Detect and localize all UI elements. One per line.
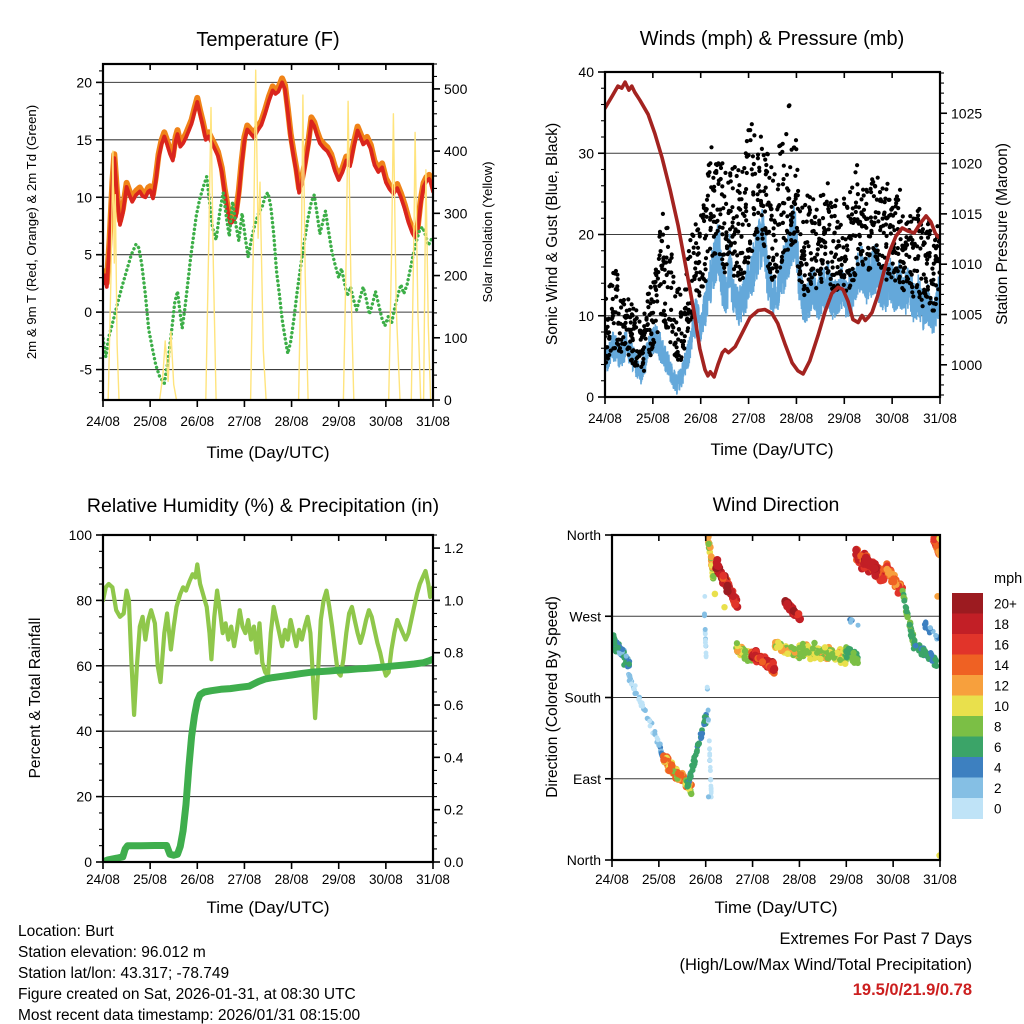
y-left-tick-label: 10 (76, 189, 92, 206)
x-tick-label: 28/08 (782, 872, 817, 887)
station-latlon: Station lat/lon: 43.317; -78.749 (18, 965, 230, 982)
colorbar-swatch (952, 634, 983, 655)
colorbar-swatch (952, 696, 983, 717)
y-right-tick-label: 0.0 (444, 854, 464, 870)
x-tick-label: 31/08 (416, 872, 450, 887)
y-left-tick-label: 40 (76, 723, 92, 740)
x-tick-label: 24/08 (86, 872, 120, 887)
y-left-tick-label: West (569, 608, 601, 625)
x-tick-label: 29/08 (321, 414, 356, 429)
colorbar-title: mph (994, 571, 1023, 587)
y-left-tick-label: 80 (76, 592, 92, 609)
x-tick-label: 29/08 (829, 872, 864, 887)
colorbar-swatch (952, 737, 983, 758)
x-axis-label: Time (Day/UTC) (710, 440, 834, 459)
y-left-tick-label: 100 (68, 527, 92, 543)
y-left-axis-label: Sonic Wind & Gust (Blue, Black) (544, 122, 561, 346)
x-tick-label: 27/08 (227, 872, 262, 887)
colorbar-swatch (952, 716, 983, 737)
colorbar-label: 2 (994, 780, 1002, 796)
chart-title: Winds (mph) & Pressure (mb) (639, 28, 905, 50)
y-right-tick-label: 0.2 (444, 801, 464, 818)
y-right-tick-label: 1020 (951, 155, 983, 172)
x-tick-label: 30/08 (876, 872, 911, 887)
x-tick-label: 31/08 (416, 414, 450, 429)
y-right-tick-label: 0.6 (444, 697, 464, 714)
colorbar-label: 0 (994, 801, 1002, 817)
colorbar-label: 12 (994, 678, 1010, 694)
y-right-tick-label: 500 (444, 80, 468, 97)
y-left-tick-label: North (566, 852, 601, 868)
y-left-tick-label: 0 (586, 389, 594, 405)
y-right-tick-label: 1010 (951, 256, 983, 273)
station-location: Location: Burt (18, 923, 114, 940)
x-tick-label: 24/08 (588, 411, 622, 426)
x-axis-label: Time (Day/UTC) (206, 898, 330, 917)
y-right-tick-label: 400 (444, 143, 468, 160)
y-left-tick-label: 40 (578, 64, 594, 80)
x-tick-label: 30/08 (368, 414, 403, 429)
y-right-tick-label: 200 (444, 267, 468, 284)
colorbar-swatch (952, 778, 983, 799)
colorbar-label: 16 (994, 637, 1010, 653)
x-axis-label: Time (Day/UTC) (206, 443, 330, 462)
x-tick-label: 25/08 (641, 872, 676, 887)
y-left-tick-label: North (566, 527, 601, 543)
y-left-tick-label: 20 (578, 226, 594, 243)
x-tick-label: 28/08 (274, 872, 309, 887)
x-tick-label: 26/08 (180, 872, 215, 887)
station-elevation: Station elevation: 96.012 m (18, 944, 206, 961)
x-tick-label: 29/08 (827, 411, 862, 426)
x-tick-label: 31/08 (923, 411, 957, 426)
x-tick-label: 27/08 (227, 414, 262, 429)
colorbar-swatch (952, 757, 983, 778)
chart-title: Relative Humidity (%) & Precipitation (in) (86, 495, 440, 517)
y-left-tick-label: 60 (76, 657, 92, 674)
chart-title: Temperature (F) (196, 29, 340, 51)
y-left-tick-label: -5 (79, 361, 92, 378)
y-left-axis-label: Direction (Colored By Speed) (544, 596, 561, 798)
extremes-values: 19.5/0/21.9/0.78 (852, 981, 972, 999)
y-left-tick-label: 0 (84, 304, 92, 321)
y-right-tick-label: 0.4 (444, 749, 464, 766)
colorbar-swatch (952, 614, 983, 635)
x-tick-label: 25/08 (635, 411, 670, 426)
y-right-tick-label: 0.8 (444, 644, 464, 661)
colorbar-label: 20+ (994, 596, 1017, 612)
y-right-tick-label: 1000 (951, 356, 983, 373)
y-left-tick-label: 20 (76, 74, 92, 91)
x-tick-label: 25/08 (133, 414, 168, 429)
x-tick-label: 27/08 (735, 872, 770, 887)
y-left-tick-label: 5 (84, 246, 92, 263)
y-right-tick-label: 300 (444, 205, 468, 222)
y-right-tick-label: 1.2 (444, 540, 464, 557)
colorbar-swatch (952, 798, 983, 819)
y-left-tick-label: 10 (578, 307, 594, 324)
y-left-tick-label: 30 (578, 145, 594, 162)
colorbar-swatch (952, 593, 983, 614)
x-tick-label: 28/08 (274, 414, 309, 429)
x-tick-label: 28/08 (779, 411, 814, 426)
most-recent-data-timestamp: Most recent data timestamp: 2026/01/31 08:15:00 (18, 1007, 361, 1024)
y-right-axis-label: Solar Insolation (Yellow) (480, 161, 495, 303)
y-left-tick-label: South (564, 689, 601, 706)
y-right-tick-label: 1015 (951, 205, 983, 222)
y-right-tick-label: 1005 (951, 306, 983, 323)
y-left-tick-label: 0 (84, 854, 92, 870)
extremes-note (600, 927, 972, 1004)
colorbar-label: 14 (994, 657, 1010, 673)
x-tick-label: 29/08 (321, 872, 356, 887)
x-tick-label: 25/08 (133, 872, 168, 887)
chart-title: Wind Direction (712, 494, 840, 516)
y-right-tick-label: 1025 (951, 105, 983, 122)
y-left-axis-label: 2m & 9m T (Red, Orange) & 2m Td (Green) (24, 104, 39, 360)
x-tick-label: 27/08 (731, 411, 766, 426)
x-tick-label: 26/08 (683, 411, 718, 426)
x-tick-label: 26/08 (180, 414, 215, 429)
x-tick-label: 30/08 (875, 411, 910, 426)
x-tick-label: 24/08 (86, 414, 120, 429)
station-info (18, 921, 360, 1024)
y-right-tick-label: 100 (444, 329, 468, 346)
x-tick-label: 31/08 (923, 872, 957, 887)
y-left-axis-label: Percent & Total Rainfall (27, 617, 44, 779)
y-right-axis-label: Station Pressure (Maroon) (994, 143, 1011, 325)
colorbar-swatch (952, 655, 983, 676)
x-axis-label: Time (Day/UTC) (714, 898, 838, 917)
colorbar-label: 6 (994, 739, 1002, 755)
y-left-tick-label: 15 (76, 131, 92, 148)
colorbar-label: 18 (994, 616, 1010, 632)
x-tick-label: 30/08 (368, 872, 403, 887)
y-right-tick-label: 1.0 (444, 592, 464, 609)
figure-created-timestamp: Figure created on Sat, 2026-01-31, at 08:30 UTC (18, 986, 356, 1003)
x-tick-label: 26/08 (688, 872, 723, 887)
y-left-tick-label: 20 (76, 788, 92, 805)
extremes-subtitle: (High/Low/Max Wind/Total Precipitation) (679, 955, 972, 974)
colorbar-label: 10 (994, 698, 1010, 714)
colorbar-label: 4 (994, 760, 1002, 776)
y-right-tick-label: 0 (444, 392, 452, 408)
extremes-title: Extremes For Past 7 Days (779, 930, 972, 948)
colorbar-label: 8 (994, 719, 1002, 735)
colorbar-swatch (952, 675, 983, 696)
y-left-tick-label: East (572, 770, 601, 787)
x-tick-label: 24/08 (595, 872, 629, 887)
